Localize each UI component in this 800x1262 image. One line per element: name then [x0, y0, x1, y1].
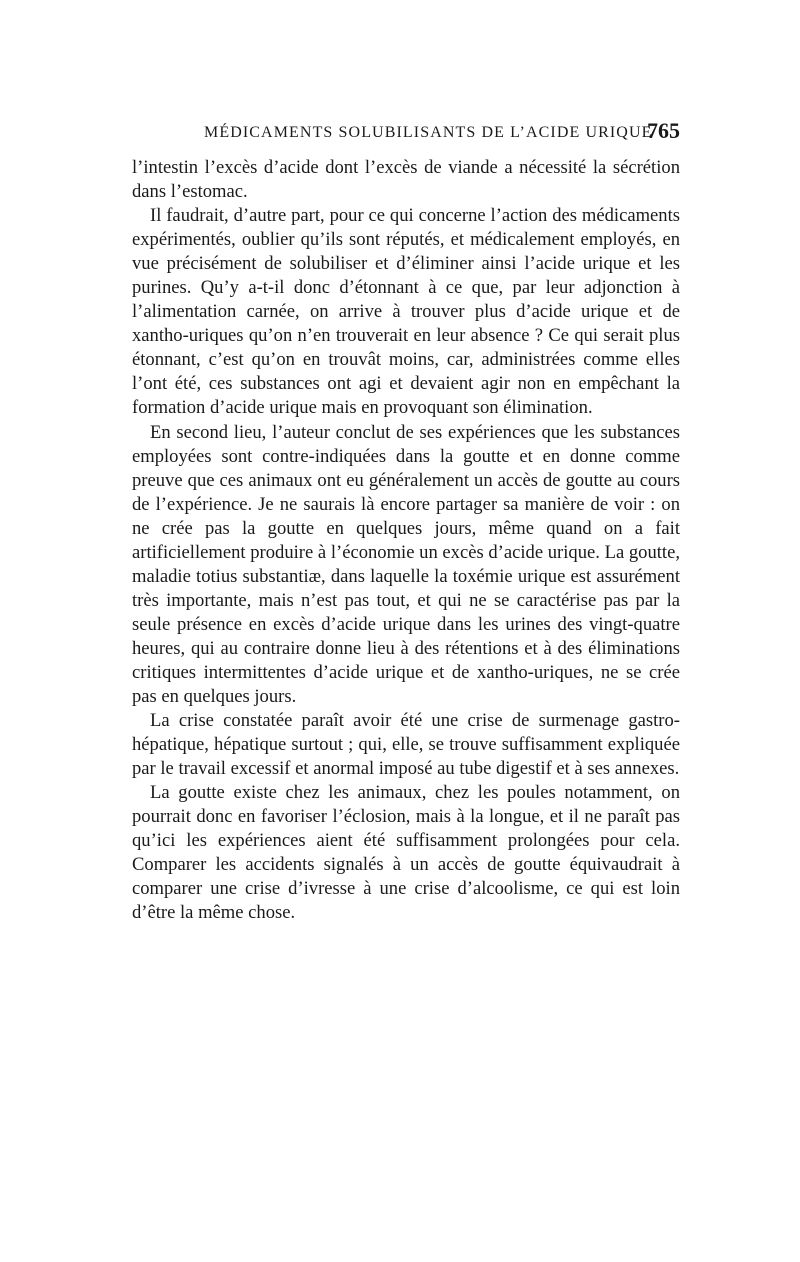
- paragraph: La goutte existe chez les animaux, chez les poules notamment, on pourrait donc en favoriser l’éclosion, mais à la longue, et il ne paraît pas qu’ici les expériences aient été suffisamment prolongées pour cela. Comparer les accidents signalés à un accès de goutte équivaudrait à comparer une crise d’ivresse à une crise d’alcoolisme, ce qui est loin d’être la même chose.: [132, 782, 680, 924]
- paragraph-continuation: l’intestin l’excès d’acide dont l’excès de viande a nécessité la sécrétion dans l’estomac.: [132, 157, 680, 203]
- paragraph: Il faudrait, d’autre part, pour ce qui concerne l’action des médicaments expérimentés, oublier qu’ils sont réputés, et médicalement employés, en vue précisément de solubiliser et d’éliminer ainsi l’acide urique et les purines. Qu’y a-t-il donc d’étonnant à ce que, par leur adjonction à l’alimentation carnée, on arrive à trouver plus d’acide urique et de xantho-uriques qu’on n’en trouverait en leur absence ? Ce qui serait plus étonnant, c’est qu’on en trouvât moins, car, administrées comme elles l’ont été, ces substances ont agi et devaient agir non en empêchant la formation d’acide urique mais en provoquant son élimination.: [132, 205, 680, 419]
- body-text: [132, 156, 680, 926]
- page-number: 765: [647, 118, 680, 143]
- paragraph: En second lieu, l’auteur conclut de ses expériences que les substances employées sont contre-indiquées dans la goutte et en donne comme preuve que ces animaux ont eu généralement un accès de goutte au cours de l’expérience. Je ne saurais là encore partager sa manière de voir : on ne crée pas la goutte en quelques jours, même quand on a fait artificiellement produire à l’économie un excès d’acide urique. La goutte, maladie totius substantiæ, dans laquelle la toxémie urique est assurément très importante, mais n’est pas tout, et qui ne se caractérise pas par la seule présence en excès d’acide urique dans les urines des vingt-quatre heures, qui au contraire donne lieu à des rétentions et à des éliminations critiques intermittentes d’acide urique et de xantho-uriques, ne se crée pas en quelques jours.: [132, 421, 680, 708]
- paragraph: La crise constatée paraît avoir été une crise de surmenage gastro-hépatique, hépatique surtout ; qui, elle, se trouve suffisamment expliquée par le travail excessif et anormal imposé au tube digestif et à ses annexes.: [132, 710, 680, 780]
- running-head: MÉDICAMENTS SOLUBILISANTS DE L’ACIDE URIQUE: [204, 124, 653, 141]
- page-header: [132, 118, 680, 148]
